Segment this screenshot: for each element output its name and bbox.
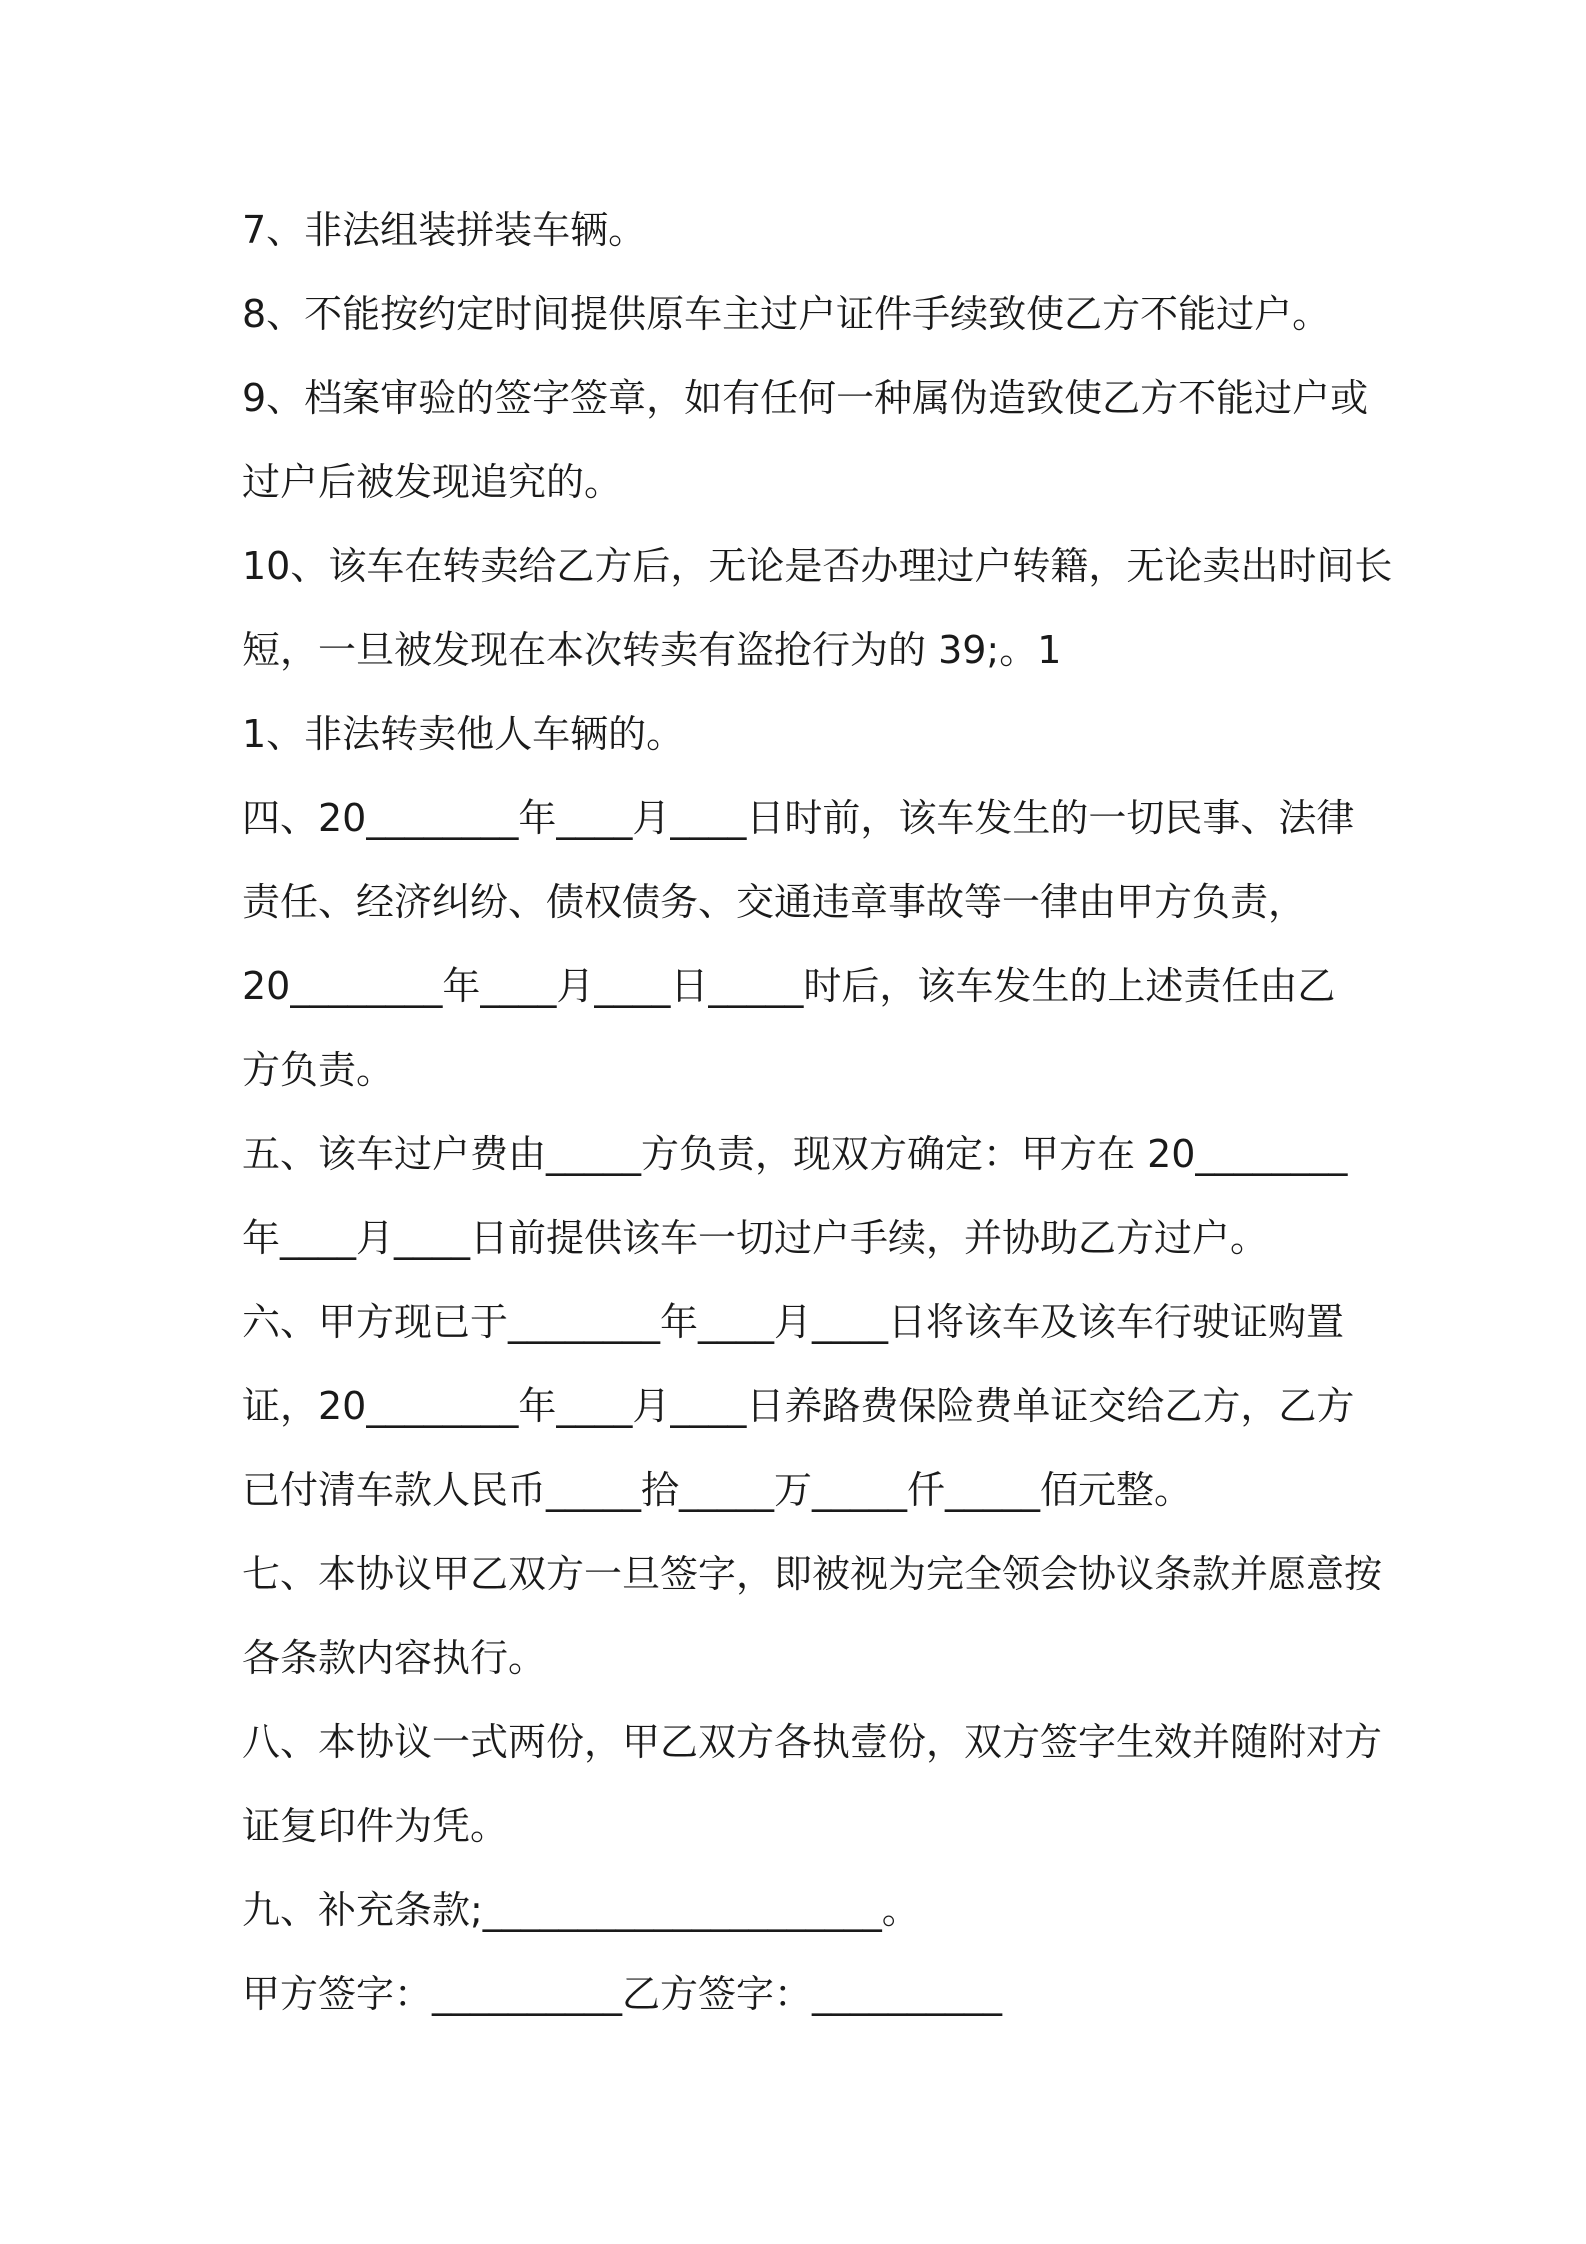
clause-line: 7、非法组装拼装车辆。: [242, 208, 647, 252]
clause-line: 1、非法转卖他人车辆的。: [242, 712, 685, 756]
clause-line: 20________年____月____日_____时后，该车发生的上述责任由乙: [242, 964, 1336, 1008]
clause-line: 四、20________年____月____日时前，该车发生的一切民事、法律: [242, 796, 1355, 840]
clause-line: 8、不能按约定时间提供原车主过户证件手续致使乙方不能过户。: [242, 292, 1331, 336]
supplementary-clause-line: 九、补充条款;_____________________。: [242, 1888, 920, 1932]
clause-line: 责任、经济纠纷、债权债务、交通违章事故等一律由甲方负责，: [242, 880, 1307, 924]
clause-line: 过户后被发现追究的。: [242, 460, 623, 504]
clause-line: 证，20________年____月____日养路费保险费单证交给乙方，乙方: [242, 1384, 1355, 1428]
clause-line: 已付清车款人民币_____拾_____万_____仟_____佰元整。: [242, 1468, 1193, 1512]
clause-line: 年____月____日前提供该车一切过户手续，并协助乙方过户。: [242, 1216, 1269, 1260]
clause-line: 证复印件为凭。: [242, 1804, 509, 1848]
clause-line: 10、该车在转卖给乙方后，无论是否办理过户转籍，无论卖出时间长: [242, 544, 1393, 588]
clause-line: 七、本协议甲乙双方一旦签字，即被视为完全领会协议条款并愿意按: [242, 1552, 1383, 1596]
clause-line: 各条款内容执行。: [242, 1636, 547, 1680]
clause-line: 方负责。: [242, 1048, 395, 1092]
clause-line: 六、甲方现已于________年____月____日将该车及该车行驶证购置: [242, 1300, 1345, 1344]
signature-line: 甲方签字：__________乙方签字：__________: [242, 1972, 1003, 2016]
clause-line: 八、本协议一式两份，甲乙双方各执壹份，双方签字生效并随附对方: [242, 1720, 1383, 1764]
clause-line: 短，一旦被发现在本次转卖有盗抢行为的 39;。1: [242, 628, 1062, 672]
document-body: [242, 198, 1393, 2046]
clause-line: 五、该车过户费由_____方负责，现双方确定：甲方在 20________: [242, 1132, 1348, 1176]
clause-line: 9、档案审验的签字签章，如有任何一种属伪造致使乙方不能过户或: [242, 376, 1369, 420]
